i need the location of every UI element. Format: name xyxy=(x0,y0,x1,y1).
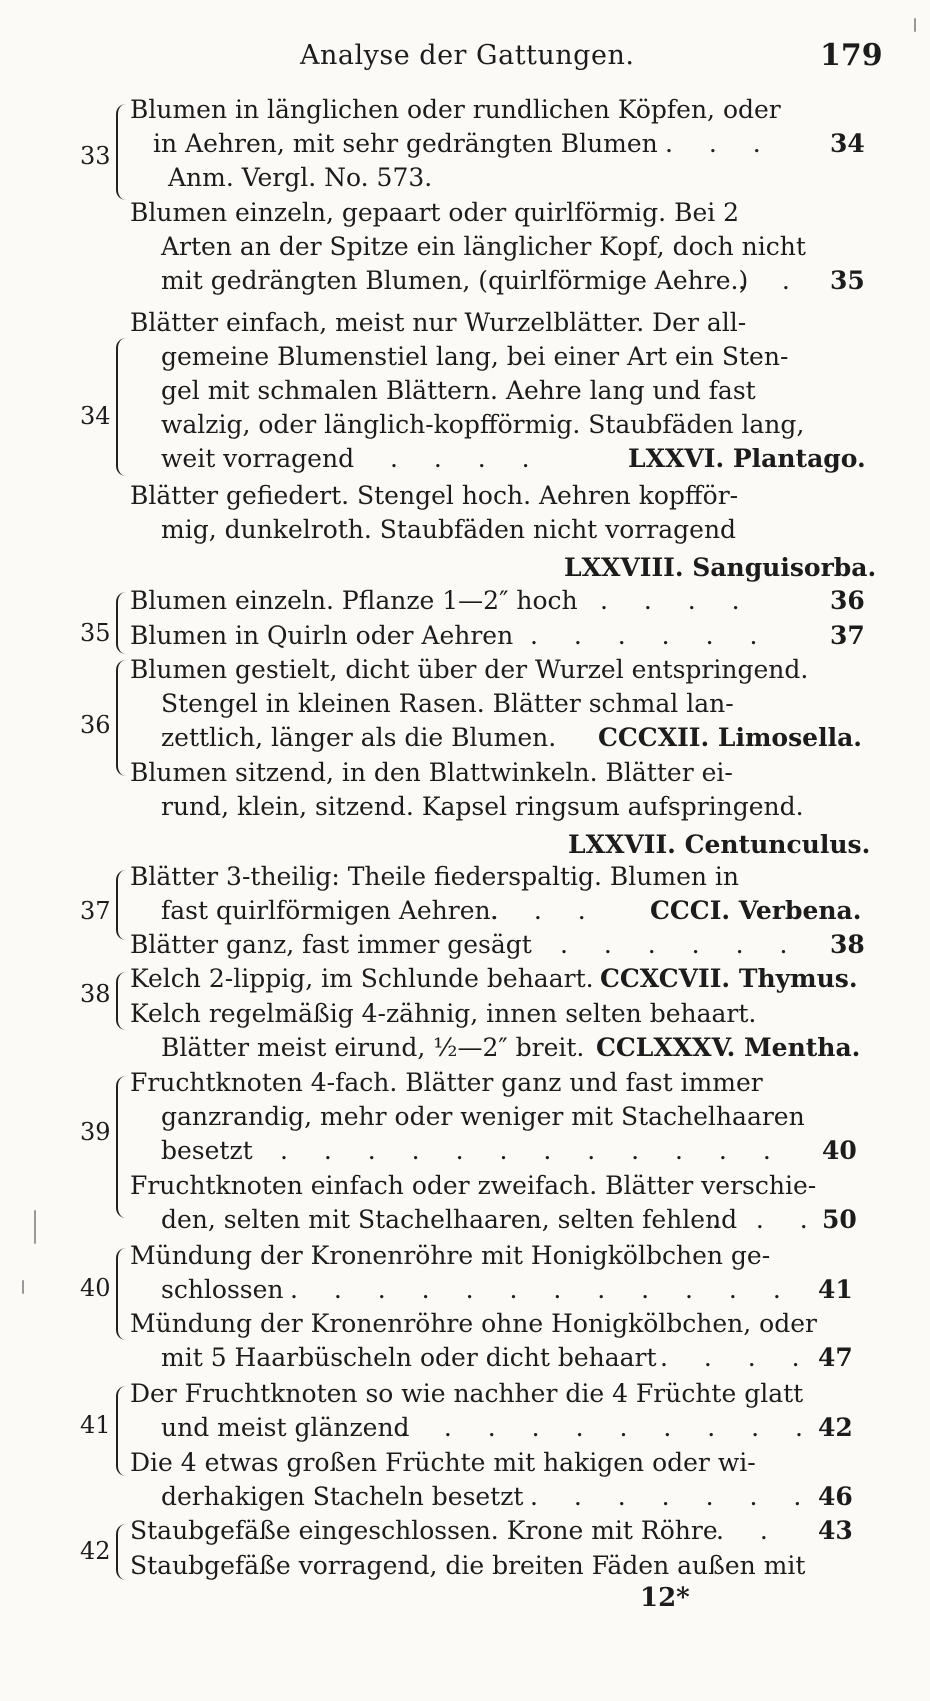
brace xyxy=(116,104,130,200)
text-line: Blumen sitzend, in den Blattwinkeln. Blätter ei- xyxy=(130,758,733,787)
leader-dots: . . . xyxy=(665,129,775,158)
genus-name: LXXVI. Plantago. xyxy=(628,444,866,473)
text-line: derhakigen Stacheln besetzt xyxy=(161,1482,524,1511)
couplet-number: 41 xyxy=(80,1411,111,1439)
text-line: Staubgefäße vorragend, die breiten Fäden außen mit xyxy=(130,1551,806,1580)
text-line: Blumen einzeln, gepaart oder quirlförmig. Bei 2 xyxy=(130,198,740,227)
reference-number: 42 xyxy=(818,1413,853,1442)
text-line: Staubgefäße eingeschlossen. Krone mit Röhre xyxy=(130,1516,718,1545)
reference-number: 50 xyxy=(822,1205,857,1234)
leader-dots: . . . . xyxy=(390,444,544,473)
text-line: besetzt xyxy=(161,1136,253,1165)
leader-dots: . . . . . . xyxy=(530,621,772,650)
text-line: Blätter ganz, fast immer gesägt xyxy=(130,930,532,959)
text-line: Mündung der Kronenröhre mit Honigkölbchen ge- xyxy=(130,1241,771,1270)
reference-number: 36 xyxy=(830,586,865,615)
couplet-number: 34 xyxy=(80,402,111,430)
reference-number: 40 xyxy=(822,1136,857,1165)
text-line: Blumen in Quirln oder Aehren xyxy=(130,621,514,650)
brace xyxy=(116,1248,130,1340)
text-line: Die 4 etwas großen Früchte mit hakigen oder wi- xyxy=(130,1448,756,1477)
running-head: Analyse der Gattungen. xyxy=(300,40,635,71)
margin-speck xyxy=(914,18,916,32)
text-line: Blumen in länglichen oder rundlichen Köpfen, oder xyxy=(130,95,781,124)
leader-dots: . . . xyxy=(490,896,600,925)
leader-dots: . . . . xyxy=(600,586,754,615)
reference-number: 38 xyxy=(830,930,865,959)
text-line: weit vorragend xyxy=(161,444,355,473)
reference-number: 46 xyxy=(818,1482,853,1511)
brace xyxy=(116,1076,130,1218)
text-line: Blumen einzeln. Pflanze 1—2″ hoch xyxy=(130,586,578,615)
text-line: und meist glänzend xyxy=(161,1413,410,1442)
page-header xyxy=(0,32,930,82)
text-line: gel mit schmalen Blättern. Aehre lang und fast xyxy=(161,376,756,405)
text-line: mit gedrängten Blumen, (quirlförmige Aehre.) xyxy=(161,266,749,295)
margin-speck xyxy=(22,1280,24,1294)
text-line: den, selten mit Stachelhaaren, selten fehlend xyxy=(161,1205,738,1234)
text-line: Kelch regelmäßig 4-zähnig, innen selten behaart. xyxy=(130,999,757,1028)
leader-dots: . . . . . . . . . . . . xyxy=(280,1136,785,1165)
text-line: Blätter gefiedert. Stengel hoch. Aehren kopfför- xyxy=(130,481,739,510)
reference-number: 34 xyxy=(830,129,865,158)
page-number: 179 xyxy=(820,38,883,73)
couplet-number: 35 xyxy=(80,619,111,647)
reference-number: 41 xyxy=(818,1275,853,1304)
text-line: Arten an der Spitze ein länglicher Kopf, doch nicht xyxy=(161,232,806,261)
text-line: Fruchtknoten 4-fach. Blätter ganz und fast immer xyxy=(130,1068,763,1097)
reference-number: 37 xyxy=(830,621,865,650)
couplet-number: 42 xyxy=(80,1537,111,1565)
leader-dots: . . . . xyxy=(660,1343,814,1372)
reference-number: 43 xyxy=(818,1516,853,1545)
text-line: mit 5 Haarbüscheln oder dicht behaart xyxy=(161,1343,657,1372)
brace xyxy=(116,1524,130,1580)
text-line: zettlich, länger als die Blumen. xyxy=(161,723,557,752)
text-line: walzig, oder länglich-kopfförmig. Staubfäden lang, xyxy=(161,410,805,439)
couplet-number: 33 xyxy=(80,142,111,170)
genus-name: CCLXXXV. Mentha. xyxy=(596,1033,861,1062)
text-line: schlossen xyxy=(161,1275,284,1304)
text-line: Fruchtknoten einfach oder zweifach. Blätter verschie- xyxy=(130,1171,817,1200)
text-line: Mündung der Kronenröhre ohne Honigkölbchen, oder xyxy=(130,1309,817,1338)
text-line: ganzrandig, mehr oder weniger mit Stachelhaaren xyxy=(161,1102,805,1131)
couplet-number: 38 xyxy=(80,980,111,1008)
couplet-number: 40 xyxy=(80,1274,111,1302)
couplet-number: 37 xyxy=(80,897,111,925)
text-line: Anm. Vergl. No. 573. xyxy=(168,163,433,192)
leader-dots: . . xyxy=(738,266,804,295)
margin-speck xyxy=(34,1210,36,1244)
couplet-number: 36 xyxy=(80,711,111,739)
genus-name: LXXVII. Centunculus. xyxy=(568,830,871,859)
signature-mark: 12* xyxy=(640,1583,690,1613)
brace xyxy=(116,870,130,940)
leader-dots: . . . . . . xyxy=(560,930,802,959)
leader-dots: . . . . . . . . . . . . xyxy=(290,1275,795,1304)
reference-number: 35 xyxy=(830,266,865,295)
text-line: Blumen gestielt, dicht über der Wurzel entspringend. xyxy=(130,655,809,684)
brace xyxy=(116,592,130,654)
text-line: Blätter 3-theilig: Theile fiederspaltig. Blumen in xyxy=(130,862,740,891)
text-line: Kelch 2-lippig, im Schlunde behaart. xyxy=(130,964,594,993)
text-line: Blätter meist eirund, ½—2″ breit. xyxy=(161,1033,585,1062)
brace xyxy=(116,660,130,776)
text-line: rund, klein, sitzend. Kapsel ringsum aufspringend. xyxy=(161,792,804,821)
text-line: Stengel in kleinen Rasen. Blätter schmal lan- xyxy=(161,689,734,718)
text-line: Blätter einfach, meist nur Wurzelblätter. Der all- xyxy=(130,308,747,337)
leader-dots: . . xyxy=(716,1516,782,1545)
text-line: gemeine Blumenstiel lang, bei einer Art ein Sten- xyxy=(161,342,789,371)
genus-name: CCCI. Verbena. xyxy=(650,896,862,925)
couplet-number: 39 xyxy=(80,1118,111,1146)
text-line: in Aehren, mit sehr gedrängten Blumen xyxy=(153,129,658,158)
text-line: fast quirlförmigen Aehren. xyxy=(161,896,499,925)
brace xyxy=(116,972,130,1030)
leader-dots: . . . . . . . xyxy=(530,1482,816,1511)
brace xyxy=(116,338,130,476)
genus-name: CCCXII. Limosella. xyxy=(598,723,862,752)
genus-name: CCXCVII. Thymus. xyxy=(600,964,858,993)
text-line: Der Fruchtknoten so wie nachher die 4 Früchte glatt xyxy=(130,1379,804,1408)
brace xyxy=(116,1386,130,1476)
reference-number: 47 xyxy=(818,1343,853,1372)
leader-dots: . . . . . . . . . . xyxy=(400,1413,817,1442)
genus-name: LXXVIII. Sanguisorba. xyxy=(564,553,877,582)
leader-dots: . . . xyxy=(712,1205,822,1234)
text-line: mig, dunkelroth. Staubfäden nicht vorragend xyxy=(161,515,737,544)
